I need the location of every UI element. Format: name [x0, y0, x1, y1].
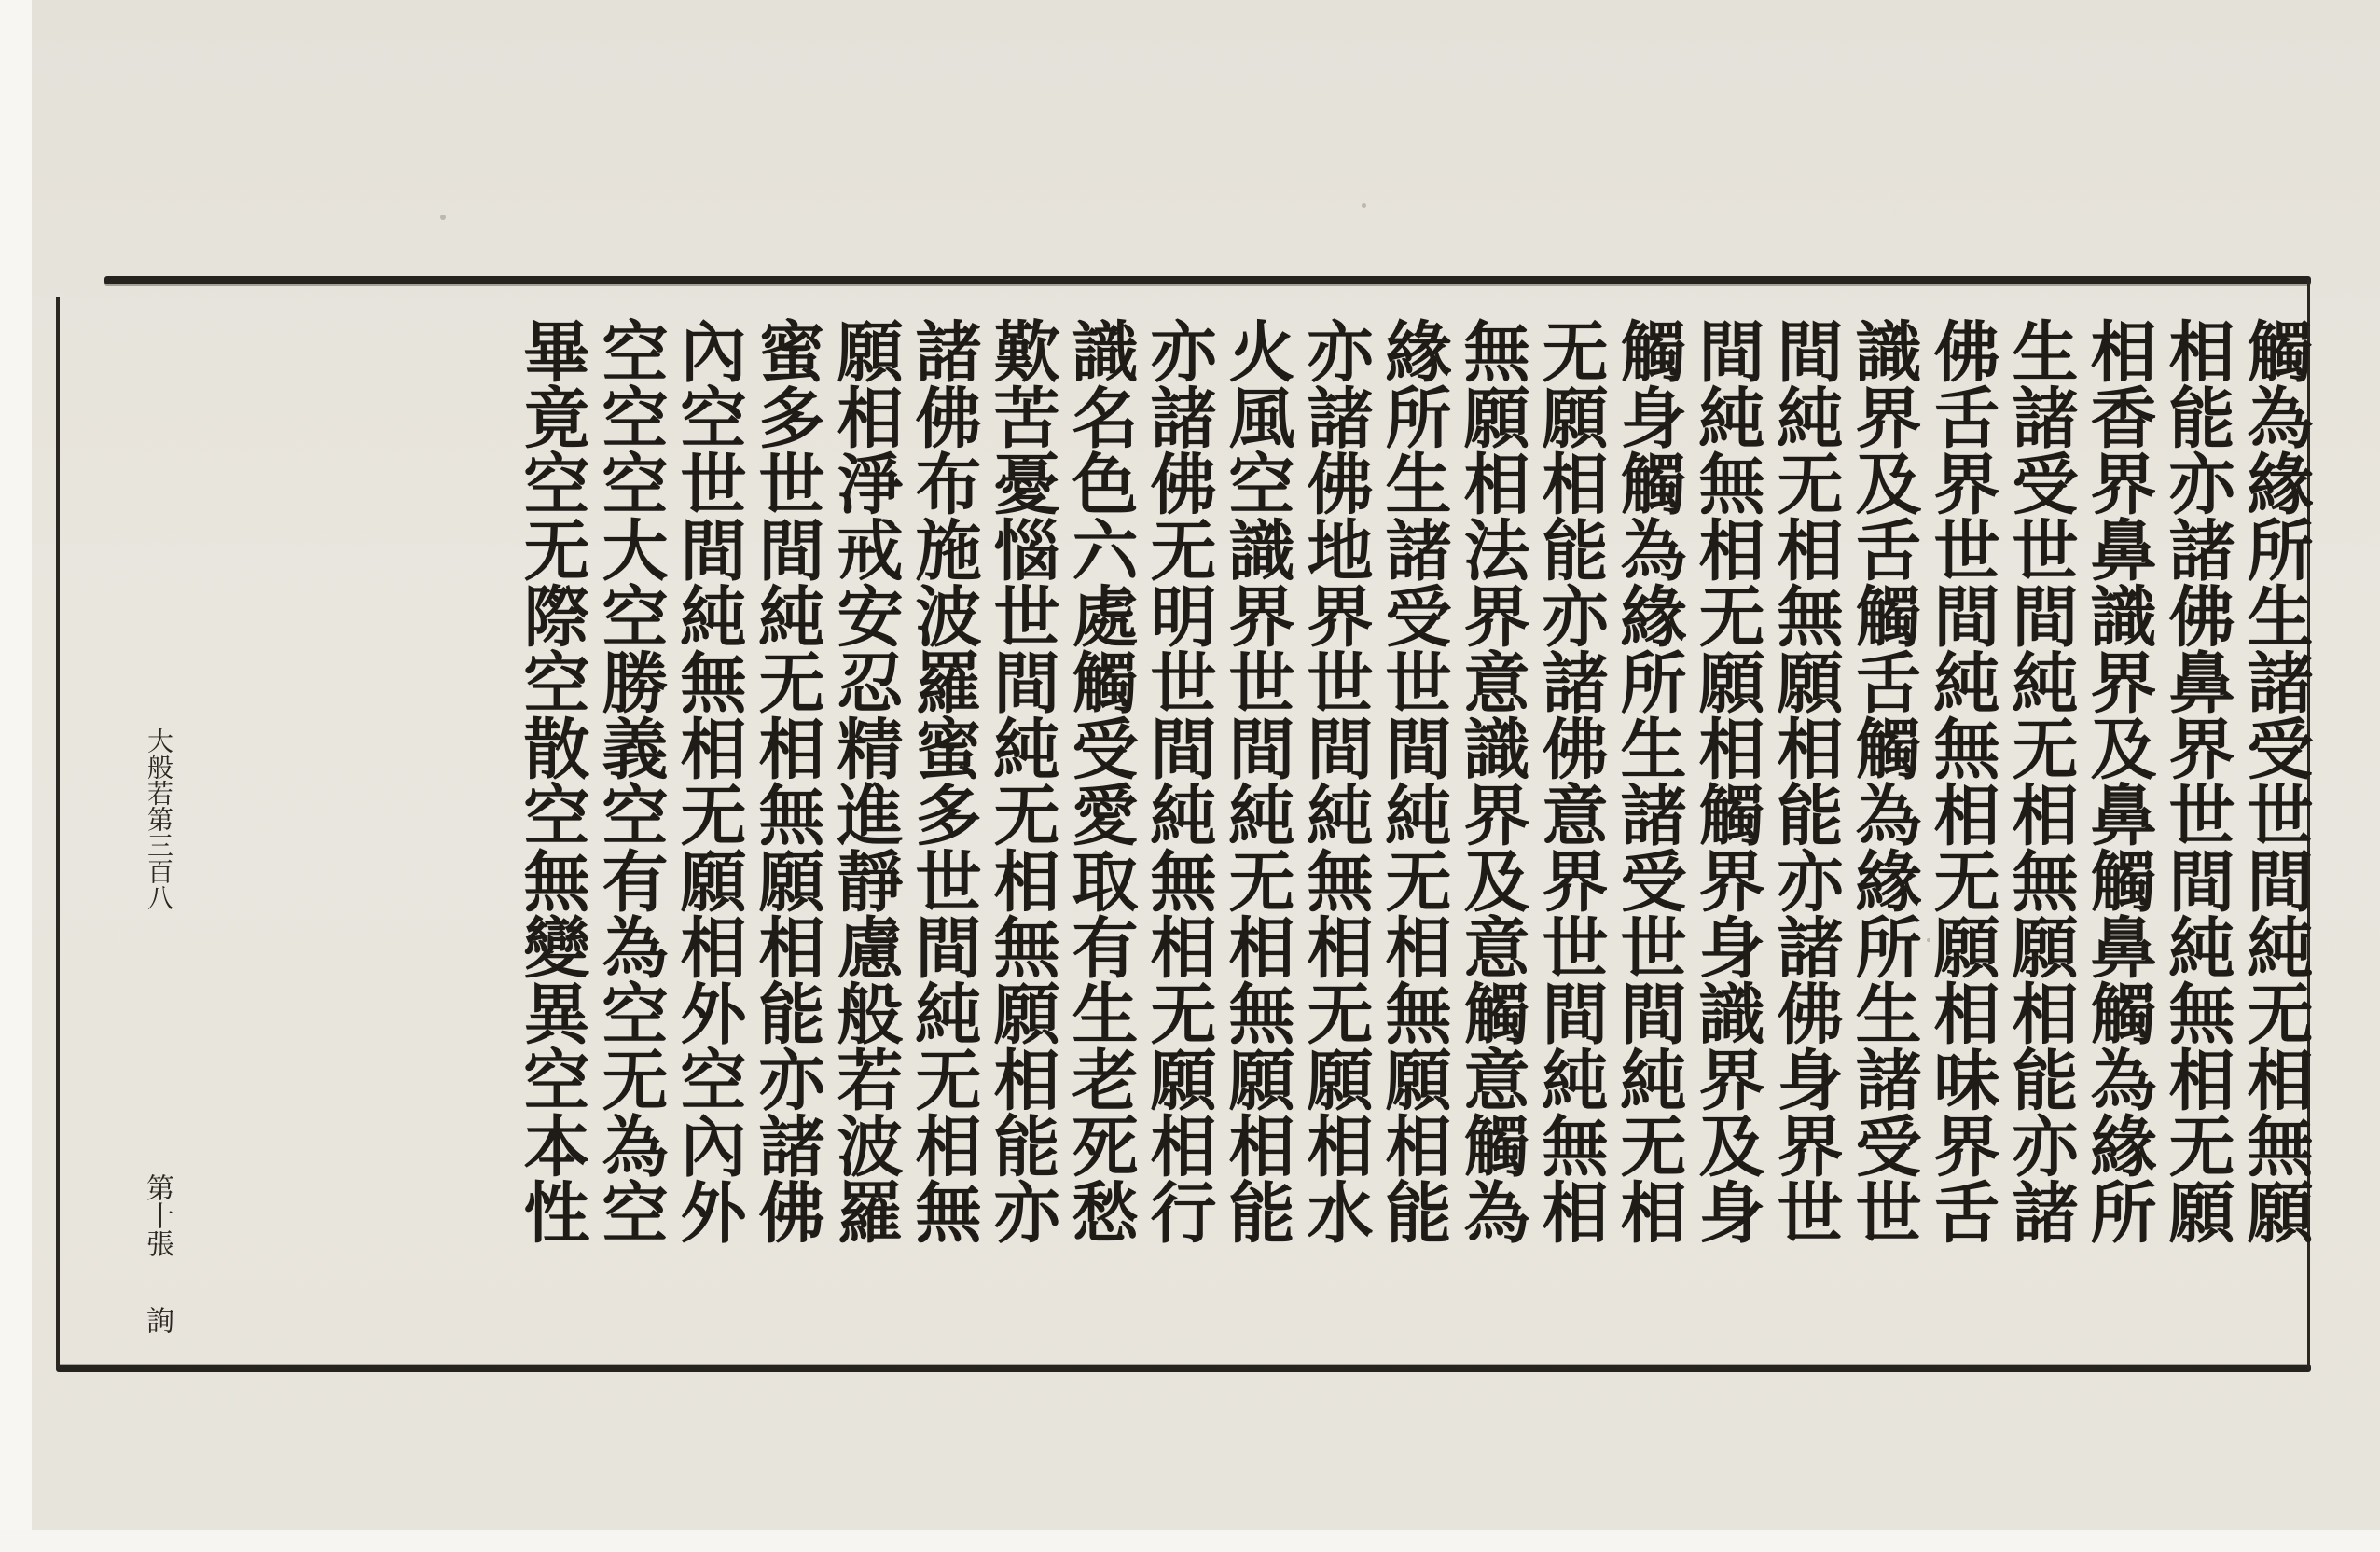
sutra-text-block	[173, 317, 2315, 1352]
ink-speck	[440, 215, 446, 220]
text-column: 歎苦憂惱世間純无相無願相能亦	[983, 317, 1061, 1244]
text-column: 畢竟空无際空散空無變異空本性	[513, 317, 591, 1244]
text-column: 佛舌界世間純無相无願相味界舌	[1923, 317, 2001, 1244]
text-column: 觸為緣所生諸受世間純无相無願	[2236, 317, 2315, 1244]
colophon-sutra-title: 大般若第三百八	[144, 728, 174, 910]
text-column: 願相淨戒安忍精進靜慮般若波羅	[826, 317, 905, 1244]
text-column: 无願相能亦諸佛意界世間純無相	[1531, 317, 1610, 1244]
text-column: 無願相法界意識界及意觸意觸為	[1453, 317, 1531, 1244]
left-border-rule	[56, 297, 60, 1369]
text-column: 空空空大空勝義空有為空无為空	[591, 317, 670, 1244]
text-column: 亦諸佛无明世間純無相无願相行	[1140, 317, 1218, 1244]
text-column: 相能亦諸佛鼻界世間純無相无願	[2158, 317, 2236, 1244]
text-column: 生諸受世間純无相無願相能亦諸	[2001, 317, 2080, 1244]
colophon-carver: 詢	[141, 1306, 173, 1334]
text-column: 相香界鼻識界及鼻觸鼻觸為緣所	[2080, 317, 2158, 1244]
text-column: 內空世間純無相无願相外空內外	[670, 317, 748, 1244]
colophon-sheet-number: 第十張	[141, 1173, 173, 1257]
bottom-border-rule	[56, 1365, 2311, 1372]
text-column: 識名色六處觸受愛取有生老死愁	[1061, 317, 1140, 1244]
text-column: 亦諸佛地界世間純無相无願相水	[1296, 317, 1375, 1244]
text-column: 火風空識界世間純无相無願相能	[1218, 317, 1296, 1244]
text-column: 諸佛布施波羅蜜多世間純无相無	[905, 317, 983, 1244]
text-column: 間純無相无願相觸界身識界及身	[1688, 317, 1766, 1244]
text-column: 識界及舌觸舌觸為緣所生諸受世	[1845, 317, 1923, 1244]
ink-speck	[1362, 203, 1366, 208]
top-border-rule	[104, 276, 2311, 284]
text-column: 蜜多世間純无相無願相能亦諸佛	[748, 317, 826, 1244]
scan-bottom-margin	[0, 1530, 2380, 1552]
text-column: 緣所生諸受世間純无相無願相能	[1375, 317, 1453, 1244]
scan-margin	[0, 0, 32, 1552]
text-column: 間純无相無願相能亦諸佛身界世	[1766, 317, 1845, 1244]
text-column: 觸身觸為緣所生諸受世間純无相	[1610, 317, 1688, 1244]
